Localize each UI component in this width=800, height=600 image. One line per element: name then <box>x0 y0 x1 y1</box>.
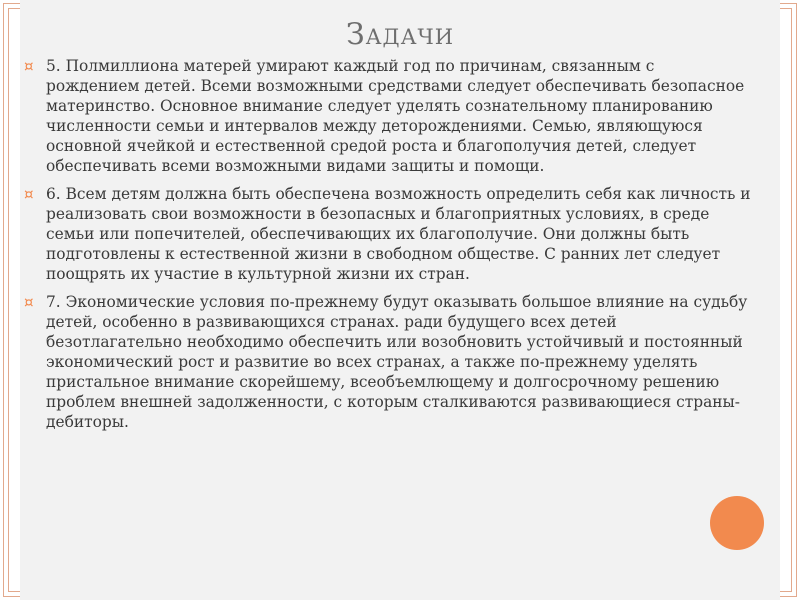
bullet-text: 6. Всем детям должна быть обеспечена возможность определить себя как личность и реализовать свои возможности в безопасных и благоприятных условиях, в среде семьи или попечителей, обеспечивающих их благополучие. Они должны быть подготовлены к естественной жизни в свободном обществе. С ранних лет следует поощрять их участие в культурной жизни их стран. <box>46 185 751 283</box>
bullet-text: 5. Полмиллиона матерей умирают каждый год по причинам, связанным с рождением детей. Всеми возможными средствами следует обеспечивать безопасное материнство. Основное внимание следует уделять сознательному планированию численности семьи и интервалов между деторождениями. Семью, являющуюся основной ячейкой и естественной средой роста и благополучия детей, следует обеспечивать всеми возможными видами защиты и помощи. <box>46 57 745 175</box>
bullet-icon: ¤ <box>24 293 34 311</box>
bullet-icon: ¤ <box>24 57 34 75</box>
bullet-list <box>22 56 752 440</box>
decorative-orange-circle <box>710 496 764 550</box>
bullet-item-5 <box>22 56 752 176</box>
bullet-text: 7. Экономические условия по-прежнему будут оказывать большое влияние на судьбу детей, особенно в развивающихся странах. ради будущего всех детей безотлагательно необходимо обеспечить или возобновить устойчивый и постоянный экономический рост и развитие во всех странах, а также по-прежнему уделять пристальное внимание скорейшему, всеобъемлющему и долгосрочному решению проблем внешней задолженности, с которым сталкиваются развивающиеся страны- дебиторы. <box>46 293 748 431</box>
bullet-item-6 <box>22 184 752 284</box>
bullet-item-7 <box>22 292 752 432</box>
bullet-icon: ¤ <box>24 185 34 203</box>
slide-title: Задачи <box>345 17 455 52</box>
